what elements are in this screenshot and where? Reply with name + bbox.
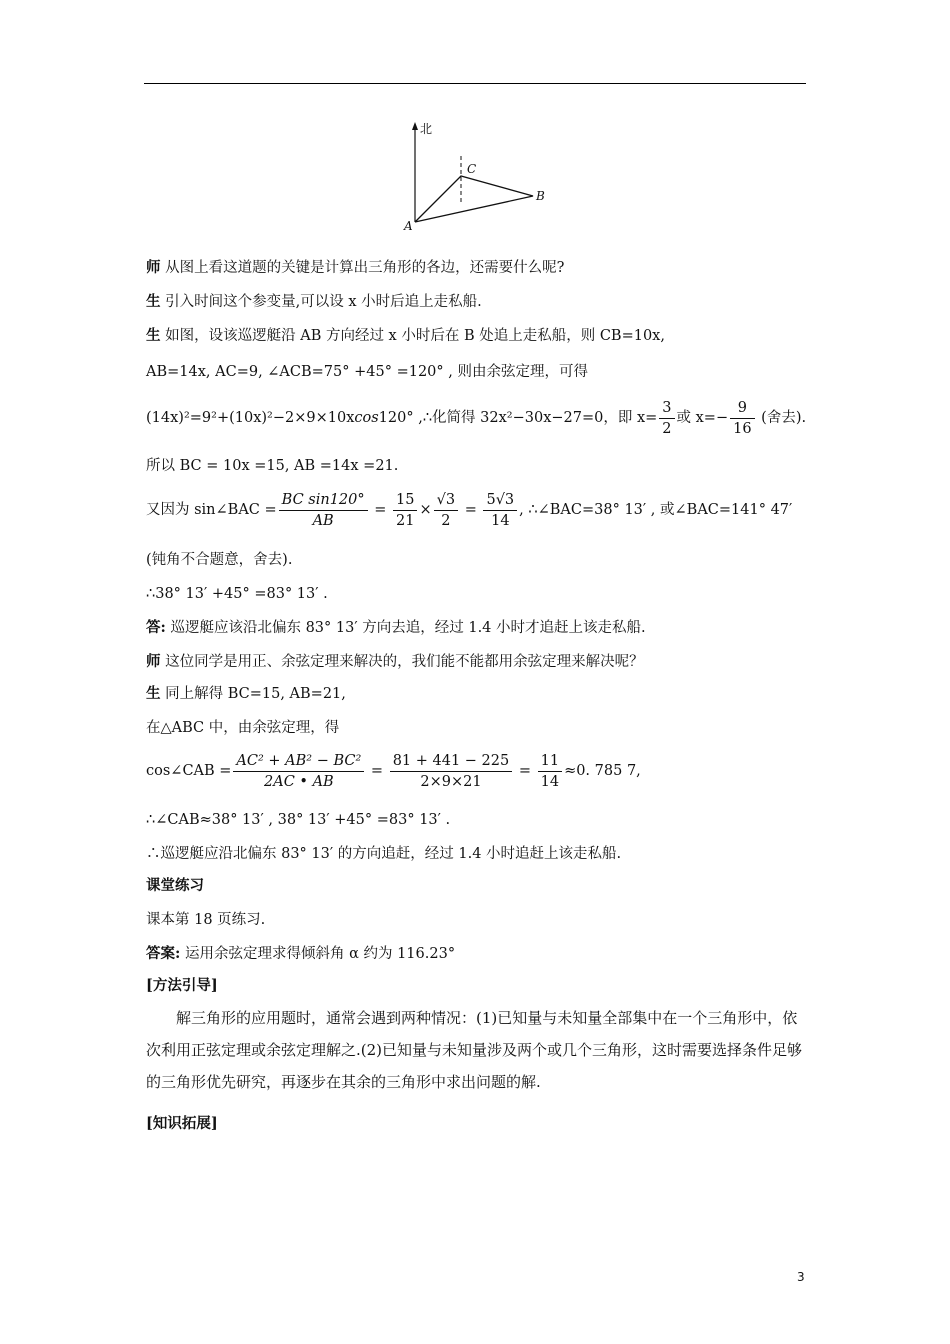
method-paragraph: 解三角形的应用题时，通常会遇到两种情况：(1)已知量与未知量全部集中在一个三角形中，依次利用正弦定理或余弦定理解之.(2)已知量与未知量涉及两个或几个三角形，这时需要选择条件足够的三角形优先研究，再逐步在其余的三角形中求出问题的解.: [146, 1009, 803, 1091]
point-a-label: A: [404, 219, 413, 233]
point-c-label: C: [467, 162, 477, 176]
line-answer-2: 答案: 运用余弦定理求得倾斜角 α 约为 116.23°: [146, 945, 456, 962]
line-obtuse-rejected: (钝角不合题意，舍去).: [146, 552, 293, 568]
section-classroom-exercise: 课堂练习: [146, 877, 204, 894]
line-cosine-equation: (14x)²=9²+(10x)²−2×9×10xcos120° ,∴化简得 32x²−30x−27=0，即 x= $\frac{3}{2}$ 或 x=− $\frac{9}{16}$ (舍去).: [146, 399, 807, 437]
line-angle-cab: ∴∠CAB≈38° 13′ , 38° 13′ +45° =83° 13′ .: [146, 812, 451, 828]
line-student-2: 生 如图，设该巡逻艇沿 AB 方向经过 x 小时后在 B 处追上走私船，则 CB=10x,: [146, 327, 665, 344]
geometry-figure: [398, 118, 558, 236]
line-in-triangle: 在△ABC 中，由余弦定理，得: [146, 720, 340, 736]
line-textbook-exercise: 课本第 18 页练习.: [146, 912, 266, 928]
section-knowledge-extension: [知识拓展]: [146, 1115, 218, 1132]
line-bc-ab: 所以 BC = 10x =15, AB =14x =21.: [146, 458, 399, 474]
line-conclusion: ∴巡逻艇应沿北偏东 83° 13′ 的方向追赶，经过 1.4 小时追赶上该走私船.: [146, 846, 622, 862]
section-method-guide: [方法引导]: [146, 977, 218, 994]
line-student-1: 生 引入时间这个参变量,可以设 x 小时后追上走私船.: [146, 293, 482, 310]
header-rule: [144, 83, 806, 84]
page-number: 3: [797, 1270, 805, 1284]
point-b-label: B: [536, 189, 545, 203]
line-teacher-2: 师 这位同学是用正、余弦定理来解决的，我们能不能都用余弦定理来解决呢？: [146, 653, 644, 670]
north-label: 北: [420, 122, 433, 136]
line-angle-sum: ∴38° 13′ +45° =83° 13′ .: [146, 586, 328, 602]
line-answer-1: 答: 巡逻艇应该沿北偏东 83° 13′ 方向去追，经过 1.4 小时才追赶上该走私船.: [146, 619, 646, 636]
line-teacher-1: 师 从图上看这道题的关键是计算出三角形的各边，还需要什么呢?: [146, 259, 565, 276]
line-given-values: AB=14x, AC=9, ∠ACB=75° +45° =120° , 则由余弦定理，可得: [146, 364, 588, 380]
line-sine-law: 又因为 sin∠BAC = $\frac{\text{BC sin120°}}{AB}$ = $\frac{15}{21}$ × $\frac{√3}{2}$ = $\frac{5√3}{14}$ , ∴∠BAC=38° 13′ , 或∠BAC=141° 47′: [146, 491, 793, 529]
line-cos-cab: cos∠CAB = $\frac{\text{AC² + AB² − BC²}}{2AC • AB}$ = $\frac{81 + 441 - 225}{2\times 9\times 21}$ = $\frac{11}{14}$ ≈0. 785 7,: [146, 752, 641, 790]
line-student-3: 生 同上解得 BC=15, AB=21,: [146, 685, 346, 702]
